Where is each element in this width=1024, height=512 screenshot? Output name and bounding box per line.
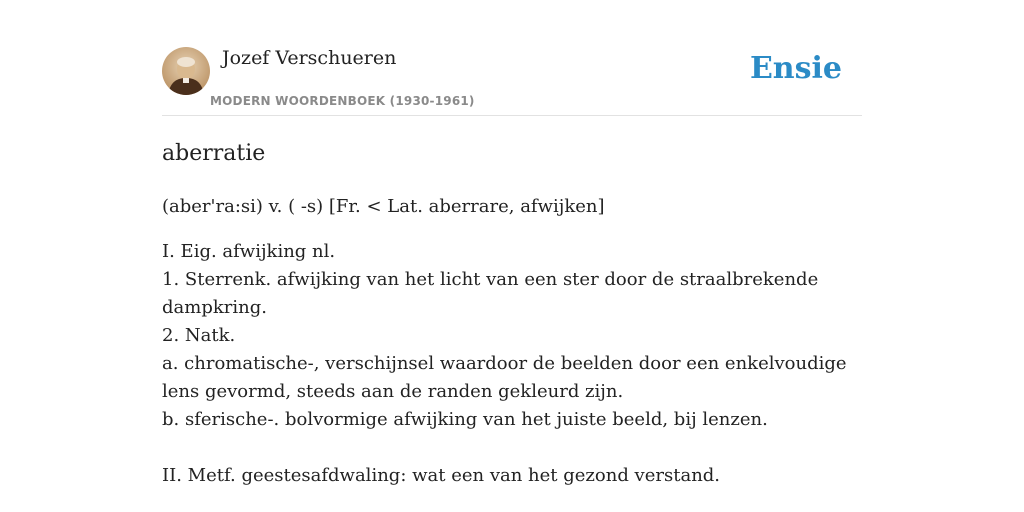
definition-line: 1. Sterrenk. afwijking van het licht van een ster door de straalbrekende dampkring. <box>162 269 819 318</box>
definition-gap <box>162 434 862 462</box>
author-name[interactable]: Jozef Verschueren <box>222 47 397 69</box>
entry-pronunciation: (aber'ra:si) v. ( -s) [Fr. < Lat. aberrare, afwijken] <box>162 196 605 217</box>
brand-logo[interactable]: Ensie <box>749 51 842 86</box>
definition-line: I. Eig. afwijking nl. <box>162 241 336 262</box>
definition-line: 2. Natk. <box>162 325 236 346</box>
definition-line: b. sferische-. bolvormige afwijking van het juiste beeld, bij lenzen. <box>162 409 768 430</box>
source-label[interactable]: MODERN WOORDENBOEK (1930-1961) <box>210 94 475 108</box>
definition-line: II. Metf. geestesafdwaling: wat een van het gezond verstand. <box>162 465 721 486</box>
entry-title: aberratie <box>162 141 266 166</box>
entry-definitions <box>162 238 862 490</box>
portrait-image <box>162 47 210 95</box>
header-divider <box>162 115 862 116</box>
definition-line: a. chromatische-, verschijnsel waardoor de beelden door een enkelvoudige lens gevormd, steeds aan de randen gekleurd zijn. <box>162 353 847 402</box>
author-avatar[interactable] <box>162 47 210 95</box>
